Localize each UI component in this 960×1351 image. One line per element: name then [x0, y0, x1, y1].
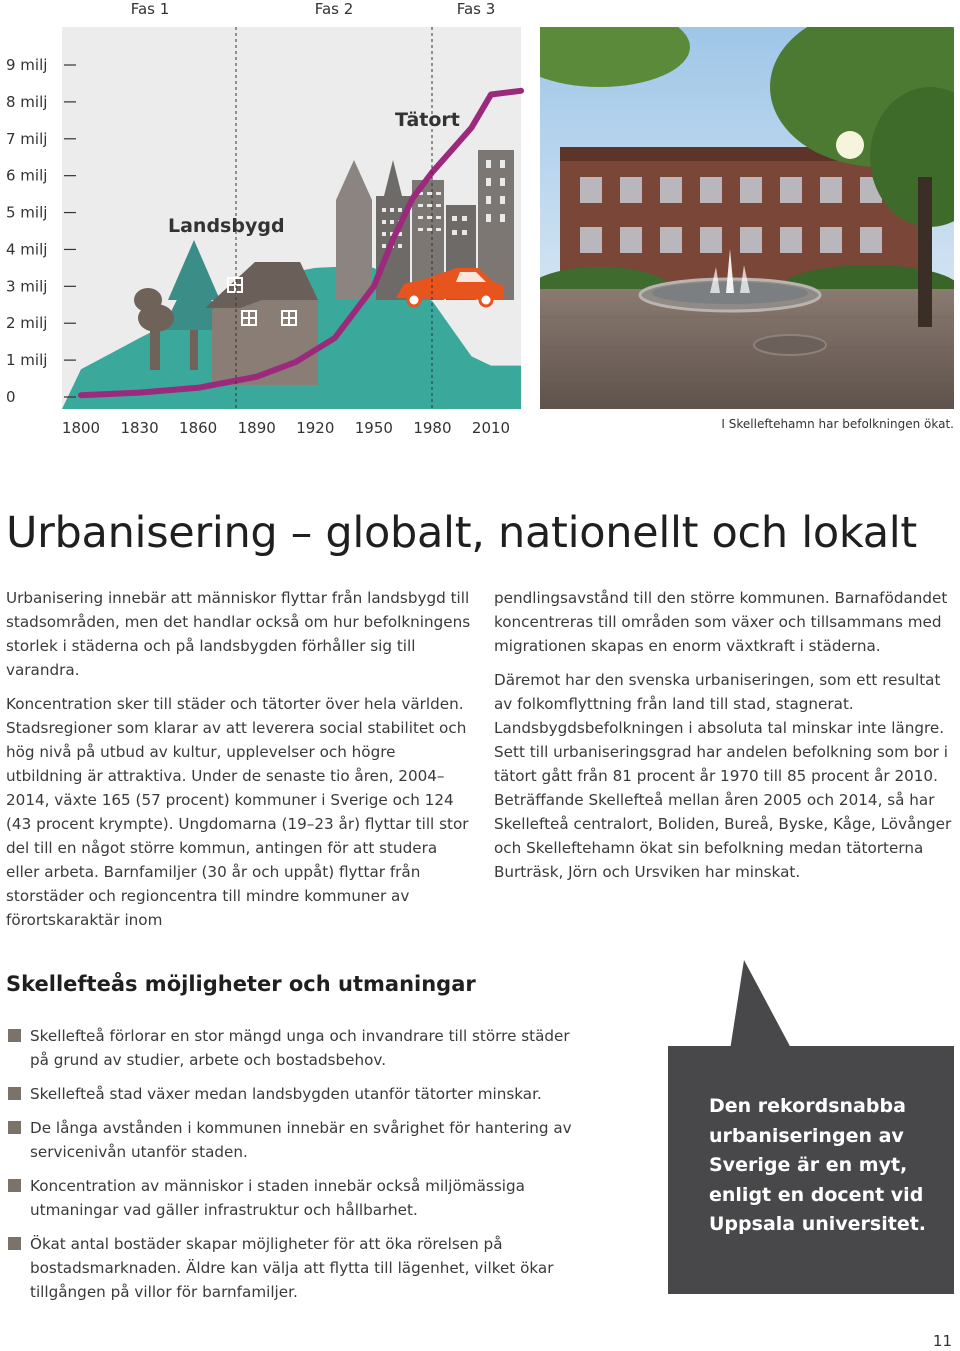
x-tick-label: 1980 — [413, 419, 452, 437]
bullet-square-icon — [8, 1237, 21, 1250]
y-tick-label: 8 milj — [6, 92, 48, 111]
paragraph: pendlingsavstånd till den större kommunen. Barnafödandet koncentreras till områden som växer och tillsammans med migrationen skapas en enorm växtkraft i städerna. — [494, 589, 948, 655]
x-tick-label: 1830 — [120, 419, 159, 437]
x-tick-label: 1800 — [61, 419, 101, 437]
chart-svg — [0, 0, 525, 445]
list-item-text: Skellefteå stad växer medan landsbygden utanför tätorter minskar. — [30, 1085, 542, 1103]
bullet-list — [6, 1024, 586, 1314]
y-tick-label: 3 milj — [6, 277, 48, 296]
bullet-square-icon — [8, 1029, 21, 1042]
list-item — [6, 1024, 586, 1072]
text-column-left — [6, 586, 474, 942]
list-item-text: De långa avstånden i kommunen innebär en svårighet för hantering av servicenivån utanför staden. — [30, 1119, 572, 1161]
annotation-landsbygd: Landsbygd — [168, 215, 285, 237]
text-column-right — [494, 586, 954, 894]
x-tick-label: 1950 — [354, 419, 393, 437]
paragraph: Däremot har den svenska urbaniseringen, som ett resultat av folkomflyttning från land till stad, stagnerat. Landsbygdsbefolkningen i absoluta tal minskar inte längre. Sett till urbaniseringsgrad har andelen befolkning som bor i tätort gått från 81 procent år 1970 till 85 procent år 2010. Beträffande Skellefteå mellan åren 2005 och 2014, så har Skellefteå centralort, Boliden, Bureå, Byske, Kåge, Lövånger och Skelleftehamn ökat sin befolkning medan tätorterna Burträsk, Jörn och Ursviken har minskat. — [494, 671, 952, 881]
y-tick-label: 4 milj — [6, 240, 48, 259]
y-tick-label: 6 milj — [6, 166, 48, 185]
phase-label-2: Fas 2 — [314, 0, 354, 18]
skelleftehamn-photo — [540, 27, 954, 409]
bullet-square-icon — [8, 1179, 21, 1192]
list-item — [6, 1082, 586, 1106]
population-chart — [0, 0, 525, 445]
x-tick-label: 2010 — [471, 419, 511, 437]
speech-bubble-tail-icon — [700, 960, 810, 1050]
list-item-text: Skellefteå förlorar en stor mängd unga och invandrare till större städer på grund av studier, arbete och bostadsbehov. — [30, 1027, 570, 1069]
y-tick-label: 9 milj — [6, 56, 48, 74]
y-tick-label: 7 milj — [6, 129, 48, 148]
phase-label-1: Fas 1 — [130, 0, 170, 18]
quote-text: Den rekordsnabba urbaniseringen av Sverige är en myt, enligt en docent vid Uppsala universitet. — [709, 1095, 927, 1235]
bullet-square-icon — [8, 1087, 21, 1100]
x-tick-label: 1920 — [296, 419, 335, 437]
bullet-square-icon — [8, 1121, 21, 1134]
x-axis — [62, 419, 510, 437]
photo-caption: I Skelleftehamn har befolkningen ökat. — [721, 417, 954, 431]
list-item — [6, 1174, 586, 1222]
list-item — [6, 1116, 586, 1164]
list-item-text: Ökat antal bostäder skapar möjligheter för att öka rörelsen på bostadsmarknaden. Äldre kan välja att flytta till lägenhet, vilket ökar tillgången på villor för barnfamiljer. — [30, 1235, 554, 1301]
paragraph: Koncentration sker till städer och tätorter över hela världen. Stadsregioner som klarar av att leverera social stabilitet och hög nivå på utbud av kultur, upplevelser och högre utbildning är attraktiva. Under de senaste tio åren, 2004–2014, växte 165 (57 procent) kommuner i Sverige och 124 (43 procent krympte). Ungdomarna (19–23 år) flyttar till stor del till en något större kommun, antingen för att studera eller arbeta. Barnfamiljer (30 år och uppåt) flyttar från storstäder och regioncentra till mindre kommuner av förortskaraktär inom — [6, 695, 469, 929]
section-heading: Skellefteås möjligheter och utmaningar — [6, 972, 476, 996]
x-tick-label: 1890 — [237, 419, 276, 437]
photo-illustration — [540, 27, 954, 409]
list-item — [6, 1232, 586, 1304]
y-tick-label: 2 milj — [6, 314, 48, 333]
page-number: 11 — [932, 1332, 952, 1350]
page-title: Urbanisering – globalt, nationellt och lokalt — [6, 508, 917, 558]
y-tick-label: 1 milj — [6, 351, 48, 370]
y-tick-label: 0 — [6, 388, 16, 406]
x-tick-label: 1860 — [179, 419, 218, 437]
y-tick-label: 5 milj — [6, 203, 48, 222]
list-item-text: Koncentration av människor i staden innebär också miljömässiga utmaningar vad gäller infrastruktur och hållbarhet. — [30, 1177, 525, 1219]
phase-label-3: Fas 3 — [456, 0, 496, 18]
annotation-tatort: Tätort — [395, 109, 460, 131]
paragraph: Urbanisering innebär att människor flyttar från landsbygd till stadsområden, men det handlar också om hur befolkningens storlek i städerna och på landsbygden förhåller sig till varandra. — [6, 589, 471, 679]
